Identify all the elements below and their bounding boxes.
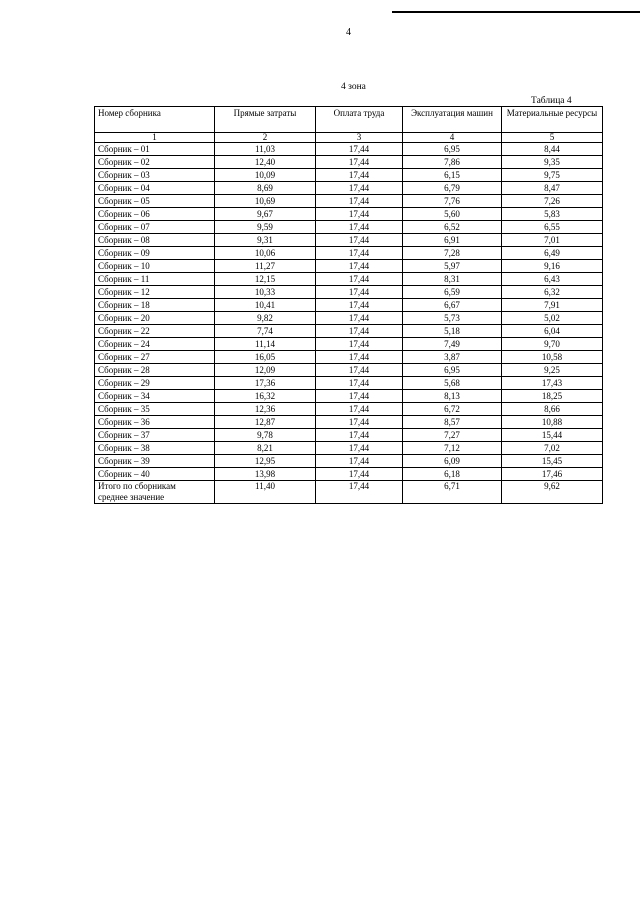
cell-value: 12,09 [215,364,316,377]
total-value: 9,62 [502,481,603,504]
table-row [95,390,603,403]
cell-value: 8,69 [215,182,316,195]
row-label: Сборник – 34 [95,390,215,403]
cell-value: 17,44 [316,325,403,338]
cell-value: 5,68 [403,377,502,390]
cell-value: 6,79 [403,182,502,195]
cell-value: 17,44 [316,195,403,208]
table-row [95,416,603,429]
row-label: Сборник – 22 [95,325,215,338]
cell-value: 9,82 [215,312,316,325]
row-label: Сборник – 18 [95,299,215,312]
cell-value: 10,09 [215,169,316,182]
cell-value: 9,78 [215,429,316,442]
table-row [95,429,603,442]
cell-value: 17,44 [316,364,403,377]
cell-value: 6,95 [403,364,502,377]
cell-value: 5,60 [403,208,502,221]
table-row [95,338,603,351]
table-row [95,260,603,273]
cell-value: 9,16 [502,260,603,273]
cell-value: 8,66 [502,403,603,416]
row-label: Сборник – 20 [95,312,215,325]
cell-value: 15,45 [502,455,603,468]
cell-value: 6,43 [502,273,603,286]
cell-value: 10,58 [502,351,603,364]
cell-value: 13,98 [215,468,316,481]
row-label: Сборник – 01 [95,143,215,156]
table-row [95,247,603,260]
table-row [95,208,603,221]
cell-value: 17,44 [316,468,403,481]
column-header: Номер сборника [95,107,215,133]
column-header: Прямые затраты [215,107,316,133]
cell-value: 7,86 [403,156,502,169]
cell-value: 7,91 [502,299,603,312]
table-row [95,143,603,156]
cell-value: 17,44 [316,351,403,364]
table-row [95,351,603,364]
cell-value: 9,25 [502,364,603,377]
cell-value: 6,59 [403,286,502,299]
cell-value: 17,44 [316,403,403,416]
table-row [95,442,603,455]
table-row [95,325,603,338]
row-label: Сборник – 37 [95,429,215,442]
cell-value: 17,43 [502,377,603,390]
row-label: Сборник – 35 [95,403,215,416]
cell-value: 17,44 [316,312,403,325]
total-label-line2: среднее значение [98,492,165,502]
column-number: 4 [403,133,502,143]
row-label: Сборник – 38 [95,442,215,455]
cell-value: 9,70 [502,338,603,351]
table-row [95,364,603,377]
total-label [95,481,215,504]
cell-value: 7,28 [403,247,502,260]
cell-value: 10,88 [502,416,603,429]
table-row [95,234,603,247]
row-label: Сборник – 09 [95,247,215,260]
table-row [95,286,603,299]
row-label: Сборник – 39 [95,455,215,468]
cell-value: 17,44 [316,338,403,351]
table-row [95,221,603,234]
column-number: 3 [316,133,403,143]
table-row [95,455,603,468]
cell-value: 11,03 [215,143,316,156]
table-row [95,403,603,416]
total-row [95,481,603,504]
cell-value: 7,01 [502,234,603,247]
row-label: Сборник – 28 [95,364,215,377]
cell-value: 8,31 [403,273,502,286]
cell-value: 17,44 [316,416,403,429]
cell-value: 6,67 [403,299,502,312]
column-header: Оплата труда [316,107,403,133]
cell-value: 17,44 [316,208,403,221]
cell-value: 8,47 [502,182,603,195]
cell-value: 6,04 [502,325,603,338]
cell-value: 5,18 [403,325,502,338]
cell-value: 9,31 [215,234,316,247]
cell-value: 9,67 [215,208,316,221]
cell-value: 6,52 [403,221,502,234]
page-number: 4 [346,27,351,38]
row-label: Сборник – 29 [95,377,215,390]
cell-value: 7,02 [502,442,603,455]
table-row [95,195,603,208]
cell-value: 11,27 [215,260,316,273]
table-row [95,312,603,325]
row-label: Сборник – 08 [95,234,215,247]
cell-value: 3,87 [403,351,502,364]
cell-value: 17,44 [316,234,403,247]
total-label-line1: Итого по сборникам [98,481,176,491]
cell-value: 17,44 [316,156,403,169]
row-label: Сборник – 11 [95,273,215,286]
cell-value: 17,44 [316,299,403,312]
cell-value: 8,21 [215,442,316,455]
cell-value: 7,26 [502,195,603,208]
table-row [95,468,603,481]
cell-value: 17,44 [316,182,403,195]
table-row [95,377,603,390]
cell-value: 18,25 [502,390,603,403]
top-rule [392,11,640,13]
cell-value: 16,05 [215,351,316,364]
cell-value: 10,06 [215,247,316,260]
cell-value: 17,44 [316,260,403,273]
cell-value: 12,15 [215,273,316,286]
cell-value: 12,36 [215,403,316,416]
table-row [95,273,603,286]
row-label: Сборник – 02 [95,156,215,169]
row-label: Сборник – 05 [95,195,215,208]
cell-value: 6,49 [502,247,603,260]
cell-value: 6,15 [403,169,502,182]
data-table [94,106,603,504]
cell-value: 17,44 [316,169,403,182]
cell-value: 7,74 [215,325,316,338]
cell-value: 17,44 [316,455,403,468]
column-number: 5 [502,133,603,143]
row-label: Сборник – 03 [95,169,215,182]
cell-value: 7,12 [403,442,502,455]
cell-value: 15,44 [502,429,603,442]
cell-value: 17,44 [316,221,403,234]
cell-value: 17,44 [316,273,403,286]
cell-value: 7,49 [403,338,502,351]
cell-value: 10,41 [215,299,316,312]
column-header: Материальные ресурсы [502,107,603,133]
cell-value: 8,57 [403,416,502,429]
table-row [95,169,603,182]
cell-value: 6,95 [403,143,502,156]
cell-value: 17,44 [316,390,403,403]
cell-value: 6,72 [403,403,502,416]
cell-value: 12,40 [215,156,316,169]
row-label: Сборник – 12 [95,286,215,299]
cell-value: 17,44 [316,286,403,299]
cell-value: 12,95 [215,455,316,468]
total-value: 11,40 [215,481,316,504]
row-label: Сборник – 04 [95,182,215,195]
cell-value: 11,14 [215,338,316,351]
cell-value: 16,32 [215,390,316,403]
cell-value: 6,32 [502,286,603,299]
cell-value: 5,02 [502,312,603,325]
cell-value: 17,44 [316,442,403,455]
cell-value: 10,69 [215,195,316,208]
cell-value: 17,46 [502,468,603,481]
total-value: 6,71 [403,481,502,504]
row-label: Сборник – 40 [95,468,215,481]
total-value: 17,44 [316,481,403,504]
cell-value: 5,83 [502,208,603,221]
table-row [95,156,603,169]
cell-value: 10,33 [215,286,316,299]
cell-value: 17,44 [316,247,403,260]
row-label: Сборник – 10 [95,260,215,273]
cell-value: 9,59 [215,221,316,234]
table-label: Таблица 4 [531,96,572,106]
row-label: Сборник – 06 [95,208,215,221]
cell-value: 8,13 [403,390,502,403]
row-label: Сборник – 36 [95,416,215,429]
table-row [95,299,603,312]
column-header: Эксплуатация машин [403,107,502,133]
cell-value: 5,97 [403,260,502,273]
cell-value: 9,75 [502,169,603,182]
cell-value: 8,44 [502,143,603,156]
column-number: 2 [215,133,316,143]
column-number: 1 [95,133,215,143]
cell-value: 17,44 [316,143,403,156]
cell-value: 17,44 [316,377,403,390]
cell-value: 6,09 [403,455,502,468]
cell-value: 17,36 [215,377,316,390]
cell-value: 6,18 [403,468,502,481]
table-row [95,182,603,195]
row-label: Сборник – 07 [95,221,215,234]
cell-value: 12,87 [215,416,316,429]
row-label: Сборник – 24 [95,338,215,351]
cell-value: 6,91 [403,234,502,247]
cell-value: 6,55 [502,221,603,234]
cell-value: 17,44 [316,429,403,442]
cell-value: 7,27 [403,429,502,442]
zone-title: 4 зона [341,82,366,92]
cell-value: 9,35 [502,156,603,169]
cell-value: 5,73 [403,312,502,325]
cell-value: 7,76 [403,195,502,208]
row-label: Сборник – 27 [95,351,215,364]
